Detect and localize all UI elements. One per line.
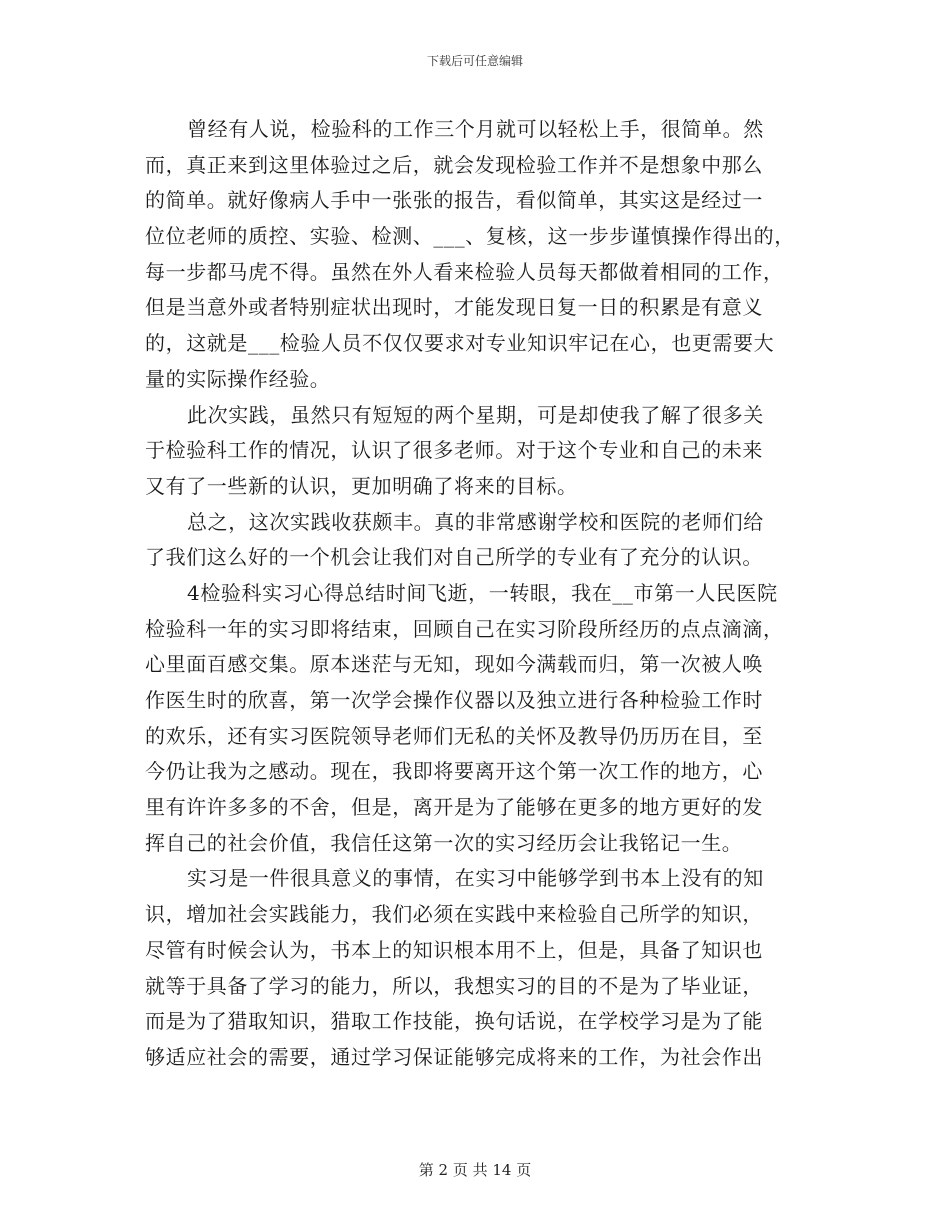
text-line: 位位老师的质控、实验、检测、___、复核，这一步步谨慎操作得出的， [145, 224, 795, 249]
text-line: 心里面百感交集。原本迷茫与无知，现如今满载而归，第一次被人唤 [145, 652, 763, 677]
text-line: 又有了一些新的认识，更加明确了将来的目标。 [145, 473, 578, 498]
text-line: 作医生时的欣喜，第一次学会操作仪器以及独立进行各种检验工作时 [145, 688, 763, 712]
text-line: 于检验科工作的情况，认识了很多老师。对于这个专业和自己的未来 [145, 438, 763, 463]
text-line: 而是为了猎取知识，猎取工作技能，换句话说，在学校学习是为了能 [145, 1009, 763, 1034]
text-line: 尽管有时候会认为，书本上的知识根本用不上，但是，具备了知识也 [145, 937, 763, 962]
text-line: 检验科一年的实习即将结束，回顾自己在实习阶段所经历的点点滴滴， [145, 616, 784, 641]
text-line: 总之，这次实践收获颇丰。真的非常感谢学校和医院的老师们给 [187, 509, 764, 534]
text-line: 识，增加社会实践能力，我们必须在实践中来检验自己所学的知识， [145, 902, 763, 927]
text-line: 实习是一件很具意义的事情，在实习中能够学到书本上没有的知 [187, 866, 764, 891]
text-line: 够适应社会的需要，通过学习保证能够完成将来的工作，为社会作出 [145, 1044, 763, 1069]
page-header: 下载后可任意编辑 [426, 54, 523, 68]
text-line: 每一步都马虎不得。虽然在外人看来检验人员每天都做着相同的工作， [145, 259, 784, 284]
text-line: 但是当意外或者特别症状出现时，才能发现日复一日的积累是有意义 [145, 295, 763, 320]
text-line: 的欢乐，还有实习医院领导老师们无私的关怀及教导仍历历在目，至 [145, 723, 763, 748]
text-line: 了我们这么好的一个机会让我们对自己所学的专业有了充分的认识。 [145, 545, 763, 570]
text-line: 此次实践，虽然只有短短的两个星期，可是却使我了解了很多关 [187, 402, 764, 427]
text-line: 今仍让我为之感动。现在，我即将要离开这个第一次工作的地方，心 [145, 759, 763, 784]
text-line: 就等于具备了学习的能力，所以，我想实习的目的不是为了毕业证， [145, 973, 763, 998]
text-line: 里有许许多多的不舍，但是，离开是为了能够在更多的地方更好的发 [145, 795, 763, 820]
text-line: 量的实际操作经验。 [145, 366, 331, 391]
text-line: 挥自己的社会价值，我信任这第一次的实习经历会让我铭记一生。 [145, 830, 743, 855]
text-line: 的简单。就好像病人手中一张张的报告，看似简单，其实这是经过一 [145, 188, 763, 213]
text-line: 4检验科实习心得总结时间飞逝，一转眼，我在__市第一人民医院 [187, 580, 778, 605]
text-line: 的，这就是___检验人员不仅仅要求对专业知识牢记在心，也更需要大 [145, 331, 775, 356]
document-body [145, 112, 805, 1076]
page-footer: 第 2 页 共 14 页 [418, 1161, 532, 1179]
text-line: 曾经有人说，检验科的工作三个月就可以轻松上手，很简单。然 [187, 117, 764, 141]
text-line: 而，真正来到这里体验过之后，就会发现检验工作并不是想象中那么 [145, 152, 763, 177]
